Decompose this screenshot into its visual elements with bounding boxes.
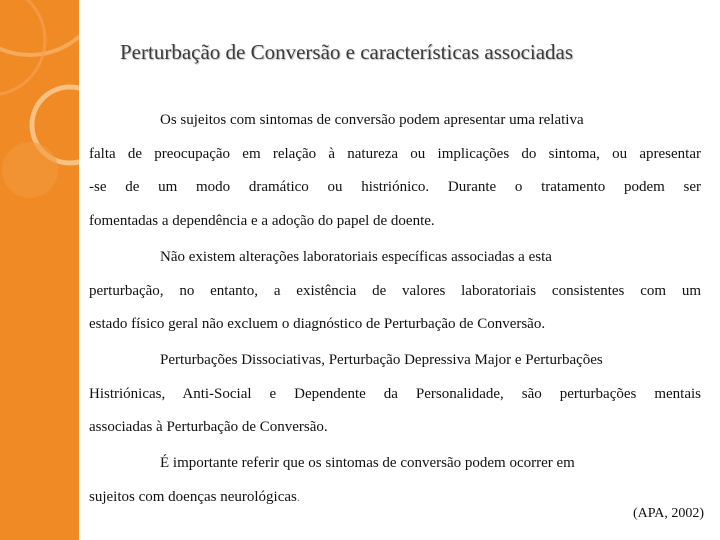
paragraph-line (89, 481, 701, 515)
paragraph-3 (89, 344, 701, 445)
decorative-circles (0, 0, 79, 540)
paragraph-2 (89, 241, 701, 342)
paragraph-line: Não existem alterações laboratoriais específicas associadas a esta (160, 249, 552, 265)
paragraph-line: Histriónicas, Anti-Social e Dependente da Personalidade, são perturbações mentais (89, 385, 701, 402)
decorative-sidebar (0, 0, 79, 540)
paragraph-line: fomentadas a dependência e a adoção do papel de doente. (89, 212, 435, 229)
trailing-period: . (296, 489, 300, 504)
paragraph-line: estado físico geral não excluem o diagnóstico de Perturbação de Conversão. (89, 316, 546, 332)
paragraph-line: Os sujeitos com sintomas de conversão podem apresentar uma relativa (160, 112, 584, 128)
slide-title: Perturbação de Conversão e características associadas (120, 40, 574, 64)
paragraph-line: associadas à Perturbação de Conversão. (89, 419, 328, 435)
paragraph-1 (89, 104, 701, 238)
citation: (APA, 2002) (632, 506, 704, 521)
paragraph-text: sujeitos com doenças neurológicas (89, 488, 297, 505)
paragraph-line: -se de um modo dramático ou histriónico. Durante o tratamento podem ser (89, 179, 701, 195)
paragraph-line: falta de preocupação em relação à natureza ou implicações do sintoma, ou apresentar (89, 145, 701, 162)
paragraph-line: perturbação, no entanto, a existência de valores laboratoriais consistentes com um (89, 282, 701, 299)
paragraph-line: Perturbações Dissociativas, Perturbação Depressiva Major e Perturbações (160, 352, 603, 368)
paragraph-4 (89, 447, 701, 514)
paragraph-line: É importante referir que os sintomas de conversão podem ocorrer em (160, 455, 575, 471)
